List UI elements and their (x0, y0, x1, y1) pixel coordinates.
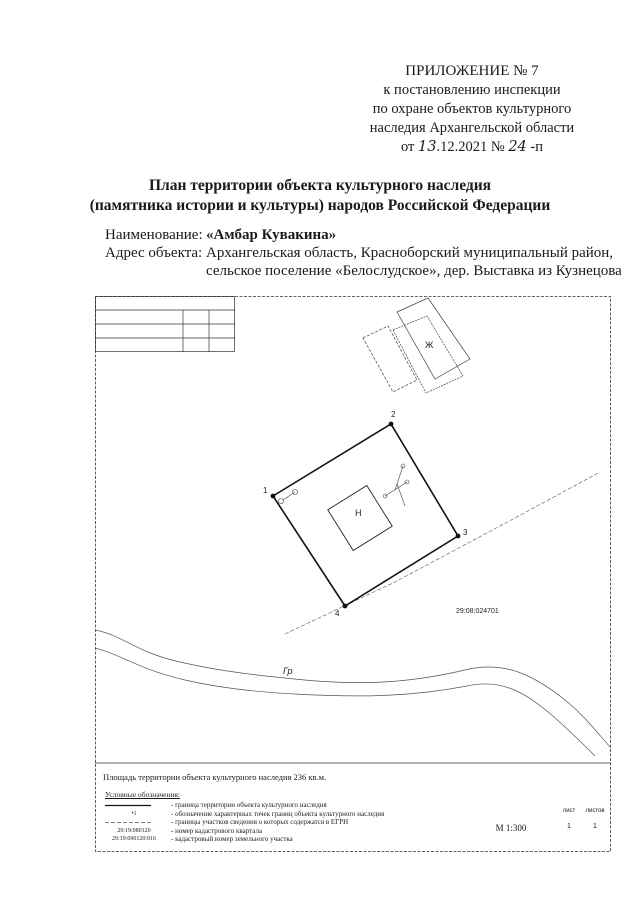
legend-text: - границы участков сведения о которых содержатся в ЕГРН (171, 818, 349, 827)
number-suffix: -п (530, 139, 543, 155)
title-block (95, 296, 235, 352)
legend-symbol-boundary (103, 801, 165, 810)
residential-label: Ж (425, 340, 434, 350)
legend-text: - граница территории объекта культурного наследия (171, 801, 327, 809)
object-meta (105, 226, 625, 280)
name-label: Наименование: (105, 227, 203, 243)
road-edge-lower (95, 648, 595, 756)
map-scale: М 1:300 (495, 823, 527, 833)
legend-text: - номер кадастрового квартала (171, 826, 263, 835)
date-rest: .12.2021 № (436, 139, 505, 155)
date-prefix: от (401, 139, 415, 155)
territory-boundary (273, 424, 458, 606)
territory-area: Площадь территории объекта культурного наследия 236 кв.м. (103, 772, 327, 782)
address-label: Адрес объекта: (105, 245, 203, 261)
corner-point-4 (343, 604, 348, 609)
plan-drawing (95, 296, 611, 852)
appendix-header (342, 62, 602, 157)
legend-text: - кадастровый номер земельного участка (171, 835, 293, 844)
sheet-label: лист (562, 808, 576, 814)
site-plan (95, 296, 611, 852)
appendix-title: ПРИЛОЖЕНИЕ № 7 (405, 63, 539, 79)
address-row (105, 244, 625, 280)
sheet-number: 1 (567, 823, 571, 830)
date-day: 13 (418, 139, 437, 155)
parcel-boundary (285, 472, 600, 634)
legend-item (103, 827, 473, 836)
legend-symbol-egrn (103, 818, 165, 827)
decree-number: 24 (508, 139, 527, 155)
point-label-4: 4 (335, 609, 340, 618)
legend-symbol-parcel: 29:19:090120:916 (111, 836, 156, 843)
road-edge-upper (95, 630, 611, 748)
appendix-line-2: к постановлению инспекции (383, 82, 561, 98)
corner-point-2 (389, 422, 394, 427)
legend-symbol-point: •1 (131, 810, 137, 817)
point-label-1: 1 (263, 486, 268, 495)
legend-title: Условные обозначения: (105, 790, 181, 799)
title-line-1: План территории объекта культурного наследия (148, 177, 492, 194)
point-label-3: 3 (463, 528, 468, 537)
point-label-2: 2 (391, 410, 396, 419)
appendix-line-4: наследия Архангельской области (369, 120, 575, 136)
document-title (0, 176, 640, 216)
legend-symbol-quarter: 29:19:080120 (117, 827, 151, 834)
corner-point-1 (271, 494, 276, 499)
legend-item (103, 835, 473, 844)
legend-item (103, 818, 473, 827)
legend (103, 801, 473, 844)
address-value: Архангельская область, Красноборский муниципальный район, сельское поселение «Белослудское», дер. Выставка из Кузнецова (206, 245, 622, 279)
residential-building (363, 298, 470, 393)
name-row (105, 226, 625, 244)
appendix-line-3: по охране объектов культурного (372, 101, 572, 117)
corner-point-3 (456, 534, 461, 539)
appendix-date (342, 138, 602, 157)
legend-item (103, 801, 473, 810)
name-value: «Амбар Кувакина» (206, 227, 337, 243)
corner-points (271, 422, 461, 609)
nonresidential-building (328, 485, 392, 550)
parcel-number: 29:08:024701 (456, 608, 499, 615)
plan-frame (96, 297, 611, 852)
title-line-2: (памятника истории и культуры) народов Российской Федерации (89, 197, 551, 214)
nonresidential-label: Н (355, 508, 362, 518)
sheets-count: 1 (593, 823, 597, 830)
legend-item (103, 810, 473, 819)
sheets-label: листов (585, 808, 605, 814)
legend-text: - обозначение характерных точек границ объекта культурного наследия (171, 809, 385, 818)
road-label: Гр (283, 666, 293, 676)
